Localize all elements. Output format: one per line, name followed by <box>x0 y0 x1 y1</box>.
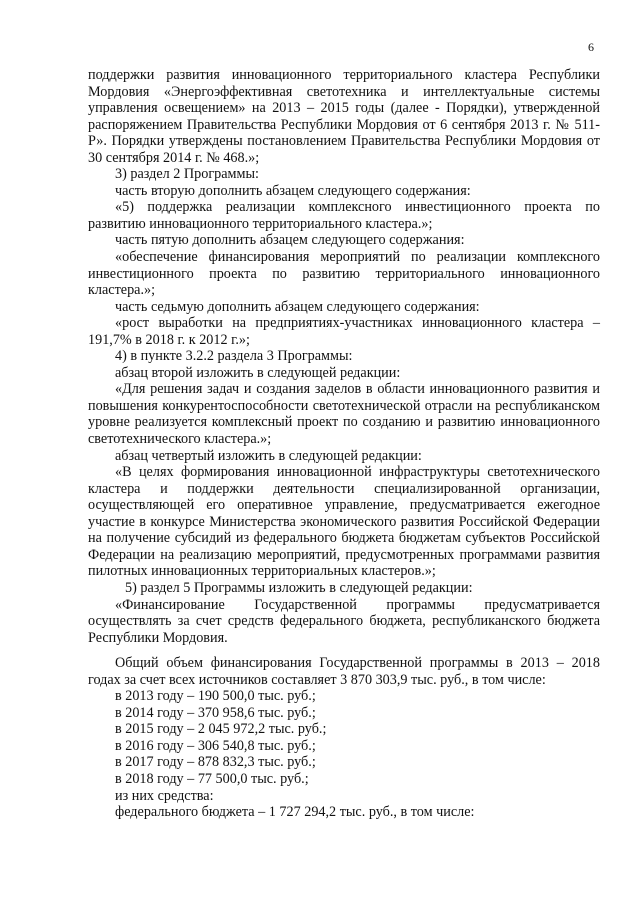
funding-year-item: в 2015 году – 2 045 972,2 тыс. руб.; <box>115 721 327 738</box>
paragraph: федерального бюджета – 1 727 294,2 тыс. руб., в том числе: <box>115 804 475 821</box>
funding-year-item: в 2018 году – 77 500,0 тыс. руб.; <box>115 770 309 787</box>
funding-year-item: в 2017 году – 878 832,3 тыс. руб.; <box>115 754 316 771</box>
paragraph: «обеспечение финансирования мероприятий по реализации комплексного инвестиционного проекта по развитию территориального инновационного кластера.»; <box>88 249 600 299</box>
paragraph: абзац второй изложить в следующей редакции: <box>115 364 401 381</box>
page-number: 6 <box>588 40 594 54</box>
paragraph: «5) поддержка реализации комплексного инвестиционного проекта по развитию инновационного территориального кластера.»; <box>88 199 600 232</box>
funding-year-item: в 2016 году – 306 540,8 тыс. руб.; <box>115 737 316 754</box>
paragraph: 3) раздел 2 Программы: <box>115 166 259 183</box>
paragraph: поддержки развития инновационного территориального кластера Республики Мордовия «Энергоэффективная светотехника и интеллектуальные системы управления освещением» на 2013 – 2015 годы (далее - Порядки), утвержденной распоряжением Правительства Республики Мордовия от 6 сентября 2013 г. № 511-Р». Порядки утверждены постановлением Правительства Республики Мордовия от 30 сентября 2014 г. № 468.»; <box>88 67 600 166</box>
funding-year-item: в 2013 году – 190 500,0 тыс. руб.; <box>115 688 316 705</box>
paragraph: 5) раздел 5 Программы изложить в следующей редакции: <box>125 579 473 596</box>
paragraph: часть вторую дополнить абзацем следующего содержания: <box>115 182 471 199</box>
document-body <box>88 67 600 821</box>
paragraph: Общий объем финансирования Государственной программы в 2013 – 2018 годах за счет всех источников составляет 3 870 303,9 тыс. руб., в том числе: <box>88 655 600 688</box>
paragraph: из них средства: <box>115 787 214 804</box>
paragraph: абзац четвертый изложить в следующей редакции: <box>115 447 422 464</box>
paragraph: часть седьмую дополнить абзацем следующего содержания: <box>115 298 480 315</box>
paragraph: «В целях формирования инновационной инфраструктуры светотехнического кластера и поддержки деятельности специализированной организации, осуществляющей его оперативное управление, предусматривается ежегодное участие в конкурсе Министерства экономического развития Российской Федерации на получение субсидий из федерального бюджета бюджетам субъектов Российской Федерации на реализацию мероприятий, предусмотренных программами развития пилотных инновационных территориальных кластеров.»; <box>88 464 600 580</box>
paragraph: «Для решения задач и создания заделов в области инновационного развития и повышения конкурентоспособности светотехнической отрасли на республиканском уровне реализуется комплексный проект по созданию и развитию инновационного светотехнического кластера.»; <box>88 381 600 448</box>
paragraph: часть пятую дополнить абзацем следующего содержания: <box>115 232 465 249</box>
paragraph: «Финансирование Государственной программы предусматривается осуществлять за счет средств федерального бюджета, республиканского бюджета Республики Мордовия. <box>88 596 600 646</box>
paragraph: «рост выработки на предприятиях-участниках инновационного кластера – 191,7% в 2018 г. к 2012 г.»; <box>88 315 600 348</box>
funding-year-item: в 2014 году – 370 958,6 тыс. руб.; <box>115 704 316 721</box>
paragraph: 4) в пункте 3.2.2 раздела 3 Программы: <box>115 348 353 365</box>
